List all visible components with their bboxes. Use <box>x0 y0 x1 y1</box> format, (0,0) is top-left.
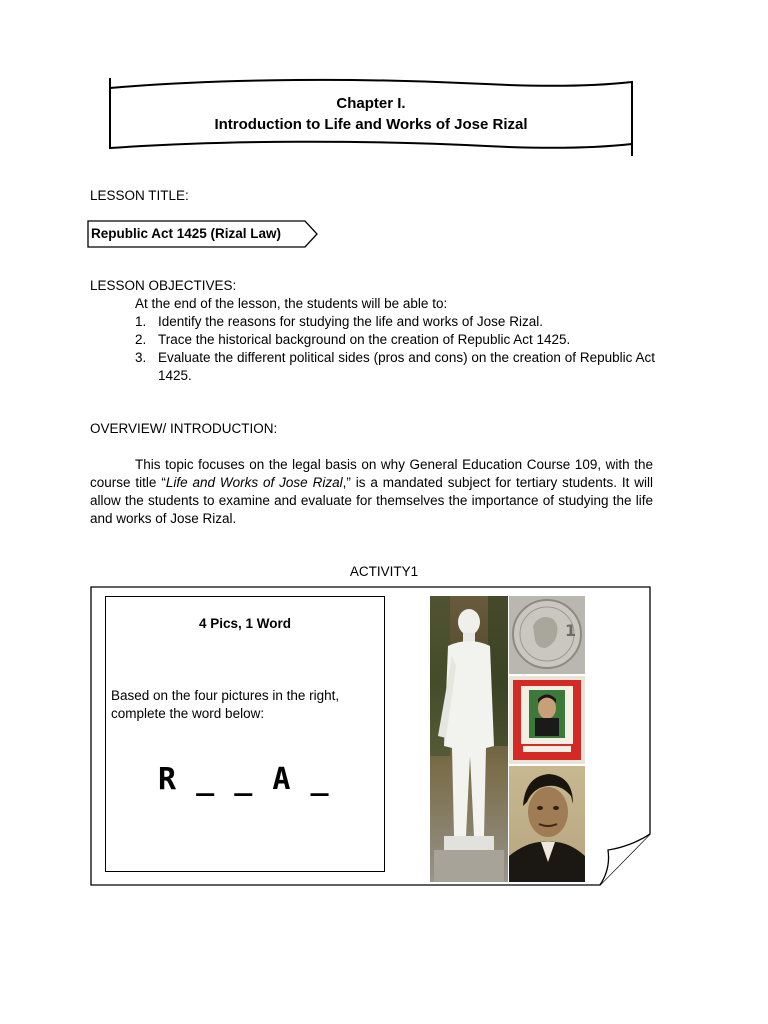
matchbox-photo <box>509 676 585 764</box>
chapter-number: Chapter I. <box>336 95 406 112</box>
overview-paragraph <box>90 456 653 528</box>
overview-text-start: This topic focuses on the legal basis on why General Education Course 109, with the course title “ <box>90 457 653 490</box>
rizal-portrait-photo <box>509 766 585 882</box>
objective-text: Trace the historical background on the creation of Republic Act 1425. <box>158 332 571 347</box>
chapter-banner <box>106 76 636 158</box>
objective-number: 2. <box>135 332 147 347</box>
objectives-heading: LESSON OBJECTIVES: <box>90 278 237 293</box>
coin-digit: 1 <box>565 621 577 640</box>
answer-blanks: R _ _ A _ <box>158 762 330 797</box>
objective-number: 1. <box>135 314 147 329</box>
game-box <box>105 596 385 872</box>
overview-heading: OVERVIEW/ INTRODUCTION: <box>90 421 278 436</box>
objective-text: Evaluate the different political sides (pros and cons) on the creation of Republic Act 1425. <box>158 350 655 383</box>
overview-text-end: ,” is a mandated subject for tertiary students. It will allow the students to examine and evaluate for themselves the importance of studying the life and works of Jose Rizal. <box>90 475 653 526</box>
chapter-title: Introduction to Life and Works of Jose Rizal <box>214 116 528 133</box>
lesson-title-tag <box>87 220 319 248</box>
rizal-statue-photo <box>430 596 508 882</box>
game-instruction: Based on the four pictures in the right, complete the word below: <box>111 688 340 721</box>
objective-text: Identify the reasons for studying the life and works of Jose Rizal. <box>158 314 543 329</box>
lesson-title-heading: LESSON TITLE: <box>90 188 189 203</box>
peso-coin-photo <box>509 596 585 674</box>
activity-heading: ACTIVITY1 <box>349 564 419 579</box>
course-title-italic: Life and Works of Jose Rizal <box>165 475 343 490</box>
objective-item <box>135 349 655 385</box>
objective-number: 3. <box>135 350 147 365</box>
objectives-intro: At the end of the lesson, the students will be able to: <box>135 296 448 311</box>
game-title: 4 Pics, 1 Word <box>198 616 292 631</box>
lesson-title-value: Republic Act 1425 (Rizal Law) <box>91 226 282 241</box>
